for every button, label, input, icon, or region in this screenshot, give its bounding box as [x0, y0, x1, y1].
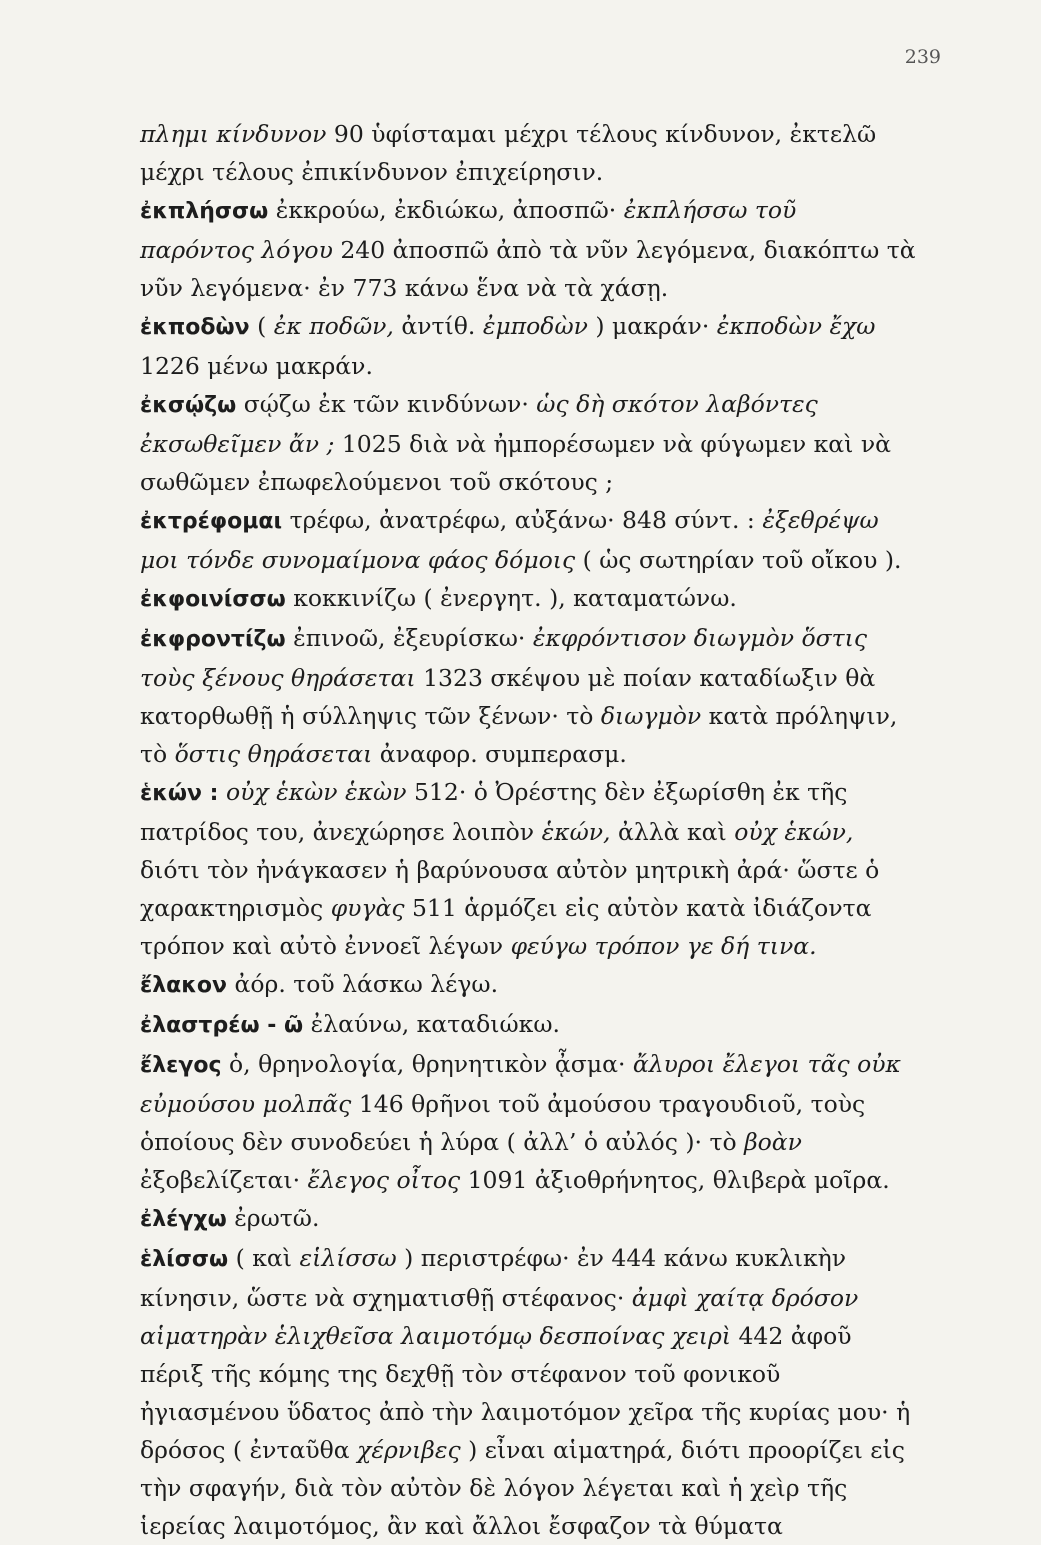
lexicon-text: [140, 115, 916, 1545]
gloss-text: ἀντίθ.: [393, 312, 483, 340]
gloss-text: ἀναφορ. συμπερασμ.: [372, 740, 627, 768]
gloss-text: ἀόρ. τοῦ λάσκω λέγω.: [227, 970, 499, 998]
gloss-text: 1323 σκέψου μὲ ποίαν καταδίωξιν θὰ κατορθωθῇ ἡ σύλληψις τῶν ξένων· τὸ: [140, 664, 876, 730]
lexicon-entry: [140, 1005, 916, 1045]
gloss-text: 240 ἀποσπῶ ἀπὸ τὰ νῦν λεγόμενα, διακόπτω τὰ νῦν λεγόμενα· ἐν 773 κάνω ἕνα νὰ τὰ χάσῃ.: [140, 236, 916, 302]
gloss-text: 1226 μένω μακράν.: [140, 352, 373, 380]
headword: ἐκποδὼν: [140, 315, 250, 340]
gloss-text: ) εἶναι αἱματηρά, διότι προορίζει εἰς τὴν σφαγήν, διὰ τὸν αὐτὸν δὲ λόγον λέγεται καὶ ἡ χεὶρ τῆς ἱερείας λαιμοτόμος, ἂν καὶ ἄλλοι ἔσφαζον τὰ θύματα: [140, 1436, 905, 1540]
quotation: ἔλεγος οἶτος: [307, 1166, 461, 1194]
gloss-text: (: [249, 312, 274, 340]
quotation: χέρνιβες: [357, 1436, 461, 1464]
quotation: ἐκπλήσσω τοῦ παρόντος λόγου: [140, 196, 797, 264]
gloss-text: 512· ὁ Ὀρέστης δὲν ἐξωρίσθη ἐκ τῆς πατρίδος του, ἀνεχώρησε λοιπὸν: [140, 778, 848, 846]
gloss-text: 90 ὑφίσταμαι μέχρι τέλους κίνδυνον, ἐκτελῶ μέχρι τέλους ἐπικίνδυνον ἐπιχείρησιν.: [140, 120, 877, 186]
lexicon-entry: [140, 501, 916, 579]
lexicon-entry: [140, 307, 916, 385]
gloss-text: ( ὡς σωτηρίαν τοῦ οἴκου ).: [575, 546, 902, 574]
gloss-text: 1025 διὰ νὰ ἠμπορέσωμεν νὰ φύγωμεν καὶ νὰ σωθῶμεν ἐπωφελούμενοι τοῦ σκότους ;: [140, 430, 891, 496]
lexicon-entry: [140, 191, 916, 307]
lexicon-entry: [140, 773, 916, 965]
gloss-text: ἐρωτῶ.: [226, 1204, 320, 1232]
quotation: πλημι κίνδυνον: [140, 120, 327, 148]
gloss-text: ἐκκρούω, ἐκδιώκω, ἀποσπῶ·: [268, 196, 624, 224]
quotation: οὐχ ἑκὼν ἑκὼν: [225, 778, 407, 806]
quotation: ἐξεθρέψω μοι τόνδε συνομαίμονα φάος δόμοις: [140, 506, 879, 574]
page-number: 239: [904, 46, 941, 68]
gloss-text: ὁ, θρηνολογία, θρηνητικὸν ᾆσμα·: [221, 1050, 633, 1078]
gloss-text: ἐπινοῶ, ἐξευρίσκω·: [285, 624, 533, 652]
headword: ἐκφοινίσσω: [140, 587, 286, 612]
quotation: διωγμὸν: [600, 702, 702, 730]
headword: ἐκσῴζω: [140, 393, 237, 418]
gloss-text: κοκκινίζω ( ἐνεργητ. ), καταματώνω.: [285, 584, 737, 612]
quotation: οὐχ ἑκών,: [734, 818, 854, 846]
gloss-text: ἀλλὰ καὶ: [610, 818, 735, 846]
quotation: ἄλυροι ἔλεγοι τᾶς οὐκ εὐμούσου μολπᾶς: [140, 1050, 901, 1118]
quotation: ὡς δὴ σκότον λαβόντες ἐκσωθεῖμεν ἄν ;: [140, 390, 818, 458]
quotation: ἑκών,: [541, 818, 611, 846]
lexicon-entry: [140, 965, 916, 1005]
lexicon-entry: [140, 1199, 916, 1239]
headword: ἐκπλήσσω: [140, 199, 269, 224]
headword: ἐκφροντίζω: [140, 627, 286, 652]
quotation: φεύγω τρόπον γε δή τινα.: [510, 932, 817, 960]
quotation: ὅστις θηράσεται: [174, 740, 373, 768]
lexicon-entry: [140, 1045, 916, 1199]
gloss-text: ἐξοβελίζεται·: [140, 1166, 308, 1194]
headword: ἐλαστρέω - ῶ: [140, 1013, 304, 1038]
headword: ἑκών :: [140, 781, 219, 806]
headword: ἐκτρέφομαι: [140, 509, 283, 534]
gloss-text: κατὰ πρόληψιν, τὸ: [140, 702, 898, 768]
gloss-text: διότι τὸν ἠνάγκασεν ἡ βαρύνουσα αὐτὸν μητρικὴ ἀρά· ὥστε ὁ χαρακτηρισμὸς: [140, 856, 880, 922]
headword: ἔλακον: [140, 973, 228, 998]
quotation: ἀμφὶ χαίτᾳ δρόσον αἱματηρὰν ἑλιχθεῖσα λαιμοτόμῳ δεσποίνας χειρὶ: [140, 1284, 859, 1350]
lexicon-entry: [140, 1239, 916, 1545]
gloss-text: ) περιστρέφω· ἐν 444 κάνω κυκλικὴν κίνησιν, ὥστε νὰ σχηματισθῇ στέφανος·: [140, 1244, 847, 1312]
gloss-text: 511 ἁρμόζει εἰς αὐτὸν κατὰ ἰδιάζοντα τρόπον καὶ αὐτὸ ἐννοεῖ λέγων: [140, 894, 872, 960]
gloss-text: ἐλαύνω, καταδιώκω.: [303, 1010, 560, 1038]
quotation: ἐκποδὼν ἔχω: [716, 312, 876, 340]
gloss-text: 1091 ἀξιοθρήνητος, θλιβερὰ μοῖρα.: [460, 1166, 890, 1194]
headword: ἑλίσσω: [140, 1247, 229, 1272]
gloss-text: ) μακράν·: [587, 312, 717, 340]
lexicon-entry: [140, 619, 916, 773]
headword: ἐλέγχω: [140, 1207, 227, 1232]
quotation: εἱλίσσω: [299, 1244, 397, 1272]
gloss-text: τρέφω, ἀνατρέφω, αὐξάνω· 848 σύντ. :: [282, 506, 763, 534]
gloss-text: 442 ἀφοῦ πέριξ τῆς κόμης της δεχθῇ τὸν στέφανον τοῦ φονικοῦ ἠγιασμένου ὕδατος ἀπὸ τὴν λαιμοτόμον χεῖρα τῆς κυρίας μου· ἡ δρόσος ( ἐνταῦθα: [140, 1322, 911, 1464]
continued-entry: [140, 115, 916, 191]
gloss-text: [218, 778, 225, 806]
quotation: ἐκ ποδῶν,: [273, 312, 394, 340]
gloss-text: ( καὶ: [228, 1244, 300, 1272]
quotation: βοὰν: [744, 1128, 802, 1156]
quotation: ἐκφρόντισον διωγμὸν ὅστις τοὺς ξένους θηράσεται: [140, 624, 868, 692]
headword: ἔλεγος: [140, 1053, 222, 1078]
gloss-text: 146 θρῆνοι τοῦ ἀμούσου τραγουδιοῦ, τοὺς ὁποίους δὲν συνοδεύει ἡ λύρα ( ἀλλ’ ὁ αὐλός )· τὸ: [140, 1090, 866, 1156]
quotation: φυγὰς: [330, 894, 405, 922]
lexicon-entry: [140, 385, 916, 501]
lexicon-entry: [140, 579, 916, 619]
quotation: ἐμποδὼν: [482, 312, 588, 340]
gloss-text: σῴζω ἐκ τῶν κινδύνων·: [236, 390, 537, 418]
